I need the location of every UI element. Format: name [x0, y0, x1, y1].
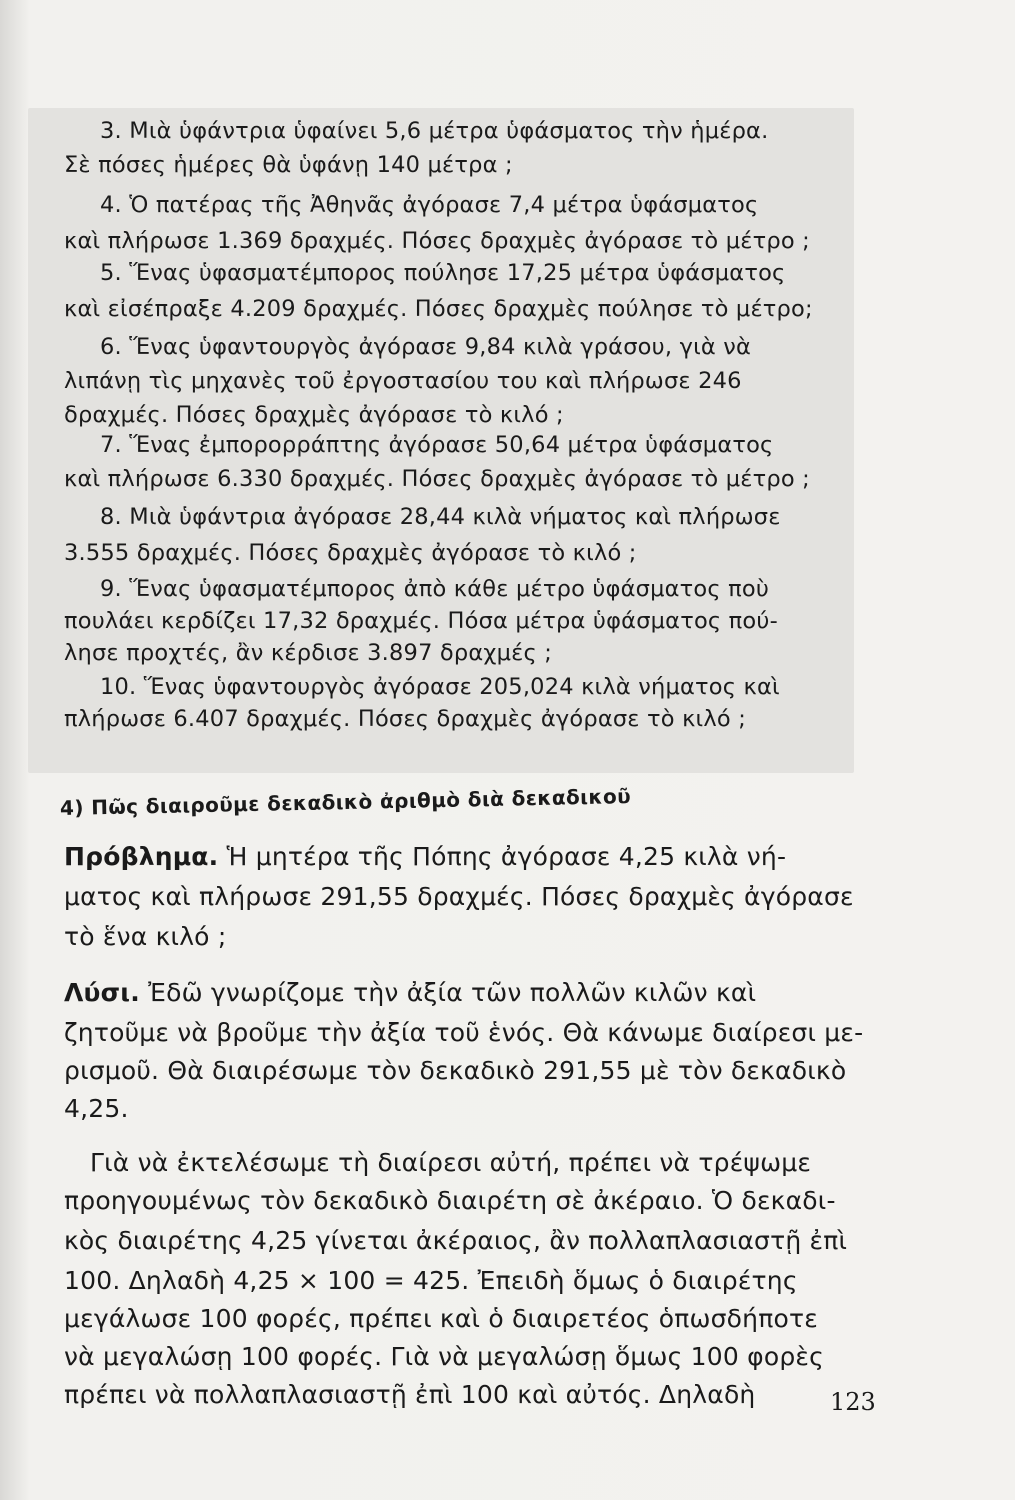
solution-lead: Λύσι. — [64, 978, 140, 1007]
problem-text-1: Ἡ μητέρα τῆς Πόπης ἀγόρασε 4,25 κιλὰ νή- — [218, 842, 787, 871]
exercise-4-line-2: καὶ πλήρωσε 1.369 δραχμές. Πόσες δραχμὲς ἀγόρασε τὸ μέτρο ; — [64, 228, 810, 254]
section-heading: 4) Πῶς διαιροῦμε δεκαδικὸ ἀριθμὸ διὰ δεκαδικοῦ — [59, 784, 632, 820]
paragraph-line-7: πρέπει νὰ πολλαπλασιαστῇ ἐπὶ 100 καὶ αὐτός. Δηλαδὴ — [64, 1380, 756, 1409]
exercise-8-line-1: 8. Μιὰ ὑφάντρια ἀγόρασε 28,44 κιλὰ νήματος καὶ πλήρωσε — [100, 504, 781, 530]
exercise-8-line-2: 3.555 δραχμές. Πόσες δραχμὲς ἀγόρασε τὸ κιλό ; — [64, 540, 637, 566]
exercise-10-line-2: πλήρωσε 6.407 δραχμές. Πόσες δραχμὲς ἀγόρασε τὸ κιλό ; — [64, 706, 746, 732]
exercise-3-line-2: Σὲ πόσες ἡμέρες θὰ ὑφάνῃ 140 μέτρα ; — [64, 152, 513, 178]
solution-line-1 — [64, 978, 756, 1007]
paragraph-line-6: νὰ μεγαλώσῃ 100 φορές. Γιὰ νὰ μεγαλώσῃ ὅμως 100 φορὲς — [64, 1342, 824, 1371]
problem-line-1 — [64, 842, 786, 871]
paragraph-line-5: μεγάλωσε 100 φορές, πρέπει καὶ ὁ διαιρετέος ὁπωσδήποτε — [64, 1304, 818, 1333]
paragraph-line-3: κὸς διαιρέτης 4,25 γίνεται ἀκέραιος, ἂν πολλαπλασιαστῇ ἐπὶ — [64, 1226, 848, 1255]
exercise-7-line-1: 7. Ἕνας ἐμπορορράπτης ἀγόρασε 50,64 μέτρα ὑφάσματος — [100, 432, 774, 458]
solution-line-3: ρισμοῦ. Θὰ διαιρέσωμε τὸν δεκαδικὸ 291,55 μὲ τὸν δεκαδικὸ — [64, 1056, 847, 1085]
exercise-6-line-3: δραχμές. Πόσες δραχμὲς ἀγόρασε τὸ κιλό ; — [64, 402, 564, 428]
exercise-7-line-2: καὶ πλήρωσε 6.330 δραχμές. Πόσες δραχμὲς ἀγόρασε τὸ μέτρο ; — [64, 466, 810, 492]
problem-lead: Πρόβλημα. — [64, 842, 219, 871]
exercise-10-line-1: 10. Ἕνας ὑφαντουργὸς ἀγόρασε 205,024 κιλὰ νήματος καὶ — [100, 674, 780, 700]
paragraph-line-2: προηγουμένως τὸν δεκαδικὸ διαιρέτη σὲ ἀκέραιο. Ὁ δεκαδι- — [64, 1186, 836, 1215]
page-number: 123 — [830, 1388, 876, 1416]
exercise-5-line-1: 5. Ἕνας ὑφασματέμπορος πούλησε 17,25 μέτρα ὑφάσματος — [100, 260, 786, 286]
exercise-9-line-2: πουλάει κερδίζει 17,32 δραχμές. Πόσα μέτρα ὑφάσματος πού- — [64, 608, 778, 634]
exercise-4-line-1: 4. Ὁ πατέρας τῆς Ἀθηνᾶς ἀγόρασε 7,4 μέτρα ὑφάσματος — [100, 192, 759, 218]
paragraph-line-1: Γιὰ νὰ ἐκτελέσωμε τὴ διαίρεσι αὐτή, πρέπει νὰ τρέψωμε — [90, 1148, 812, 1177]
exercise-9-line-3: λησε προχτές, ἂν κέρδισε 3.897 δραχμές ; — [64, 640, 553, 666]
exercise-3-line-1: 3. Μιὰ ὑφάντρια ὑφαίνει 5,6 μέτρα ὑφάσματος τὴν ἡμέρα. — [100, 118, 769, 144]
paragraph-line-4: 100. Δηλαδὴ 4,25 × 100 = 425. Ἐπειδὴ ὅμως ὁ διαιρέτης — [64, 1266, 798, 1295]
exercise-9-line-1: 9. Ἕνας ὑφασματέμπορος ἀπὸ κάθε μέτρο ὑφάσματος ποὺ — [100, 576, 770, 602]
problem-line-3: τὸ ἕνα κιλό ; — [64, 922, 227, 951]
solution-text-1: Ἐδῶ γνωρίζομε τὴν ἀξία τῶν πολλῶν κιλῶν καὶ — [139, 978, 757, 1007]
solution-line-4: 4,25. — [64, 1094, 129, 1123]
exercise-6-line-2: λιπάνῃ τὶς μηχανὲς τοῦ ἐργοστασίου του καὶ πλήρωσε 246 — [64, 368, 742, 394]
exercise-5-line-2: καὶ εἰσέπραξε 4.209 δραχμές. Πόσες δραχμὲς πούλησε τὸ μέτρο; — [64, 296, 813, 322]
problem-line-2: ματος καὶ πλήρωσε 291,55 δραχμές. Πόσες δραχμὲς ἀγόρασε — [64, 882, 854, 911]
solution-line-2: ζητοῦμε νὰ βροῦμε τὴν ἀξία τοῦ ἑνός. Θὰ κάνωμε διαίρεσι με- — [64, 1018, 864, 1047]
exercise-6-line-1: 6. Ἕνας ὑφαντουργὸς ἀγόρασε 9,84 κιλὰ γράσου, γιὰ νὰ — [100, 334, 752, 360]
